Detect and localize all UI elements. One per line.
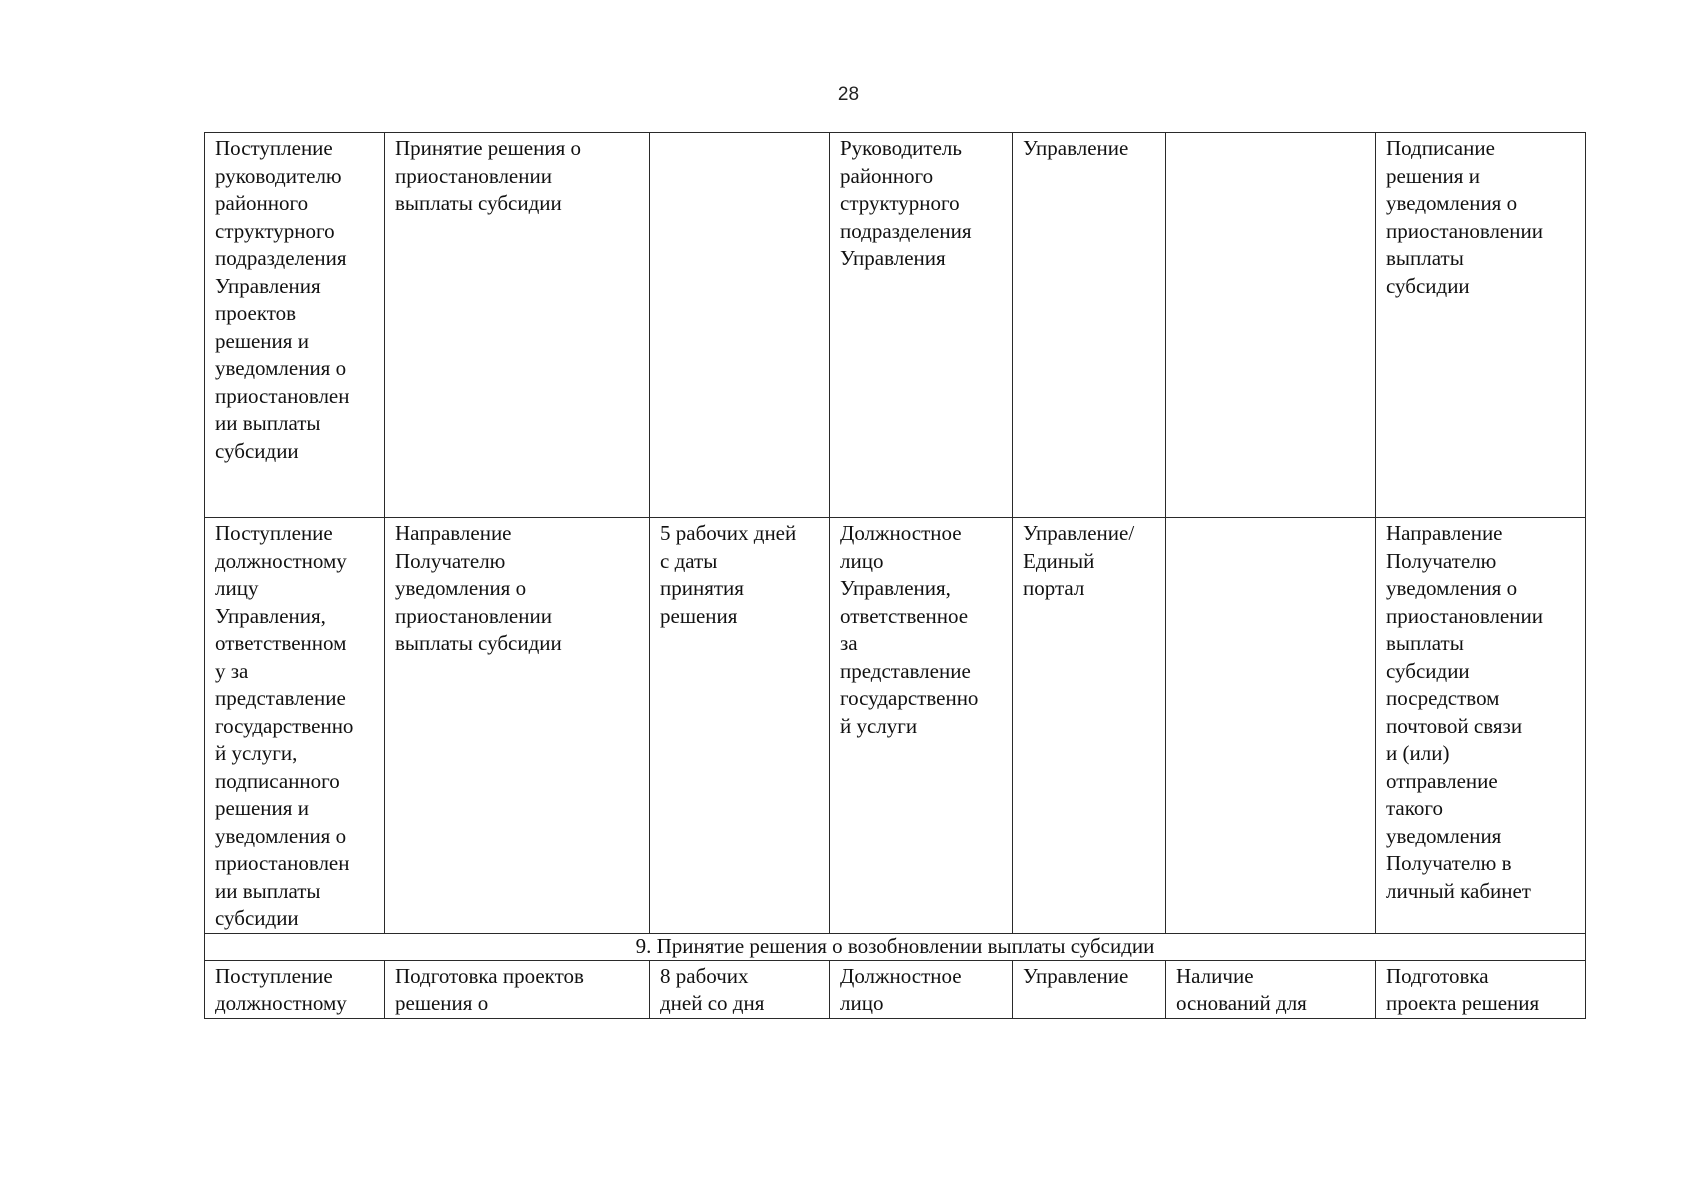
table-cell xyxy=(830,133,1013,518)
cell-text: 8 рабочих дней со дня xyxy=(660,963,765,1015)
table-cell xyxy=(830,960,1013,1018)
cell-text: Должностное лицо Управления, ответственное за представление государственно й услуги xyxy=(840,521,979,738)
table-cell xyxy=(205,133,385,518)
cell-text: Подготовка проекта решения xyxy=(1386,963,1540,1015)
table-cell xyxy=(1013,133,1166,518)
cell-text: Управление xyxy=(1023,136,1129,160)
table-cell xyxy=(1166,960,1376,1018)
table-cell xyxy=(1376,960,1586,1018)
cell-text: Поступление должностному xyxy=(215,963,347,1015)
table-cell xyxy=(205,518,385,934)
table-cell xyxy=(1166,133,1376,518)
section-heading-row xyxy=(205,933,1586,960)
cell-text: Направление Получателю уведомления о приостановлении выплаты субсидии посредством почтовой связи и (или) отправление такого уведомления Получателю в личный кабинет xyxy=(1386,521,1543,903)
table-cell xyxy=(1376,518,1586,934)
table-cell xyxy=(830,518,1013,934)
section-heading: 9. Принятие решения о возобновлении выплаты субсидии xyxy=(205,933,1586,960)
table-cell xyxy=(385,960,650,1018)
table-cell xyxy=(205,960,385,1018)
cell-text: Наличие оснований для xyxy=(1176,963,1307,1015)
cell-text: Принятие решения о приостановлении выплаты субсидии xyxy=(395,136,581,215)
cell-text: Подписание решения и уведомления о приостановлении выплаты субсидии xyxy=(1386,136,1543,298)
table-cell xyxy=(385,518,650,934)
table-cell xyxy=(1376,133,1586,518)
table-row xyxy=(205,133,1586,518)
page-number: 28 xyxy=(837,84,860,105)
table-row xyxy=(205,518,1586,934)
table-cell xyxy=(650,518,830,934)
cell-text: Подготовка проектов решения о xyxy=(395,963,584,1015)
cell-text: Должностное лицо xyxy=(840,963,962,1015)
table-cell xyxy=(1166,518,1376,934)
table-cell xyxy=(650,960,830,1018)
cell-text: Поступление должностному лицу Управления, ответственном у за представление государственно й услуги, подписанного решения и уведомления о приостановлен ии выплаты субсидии xyxy=(215,521,354,930)
table-cell xyxy=(650,133,830,518)
cell-text: Направление Получателю уведомления о приостановлении выплаты субсидии xyxy=(395,521,562,655)
procedure-table xyxy=(204,132,1586,1019)
cell-text: Управление xyxy=(1023,963,1129,988)
cell-text: Управление/ Единый портал xyxy=(1023,521,1135,600)
cell-text: Поступление руководителю районного структурного подразделения Управления проектов решения и уведомления о приостановлен ии выплаты субсидии xyxy=(215,136,350,463)
table-row xyxy=(205,960,1586,1018)
table-cell xyxy=(1013,960,1166,1018)
table-cell xyxy=(385,133,650,518)
cell-text: Руководитель районного структурного подразделения Управления xyxy=(840,136,972,270)
cell-text: 5 рабочих дней с даты принятия решения xyxy=(660,521,797,628)
table-cell xyxy=(1013,518,1166,934)
